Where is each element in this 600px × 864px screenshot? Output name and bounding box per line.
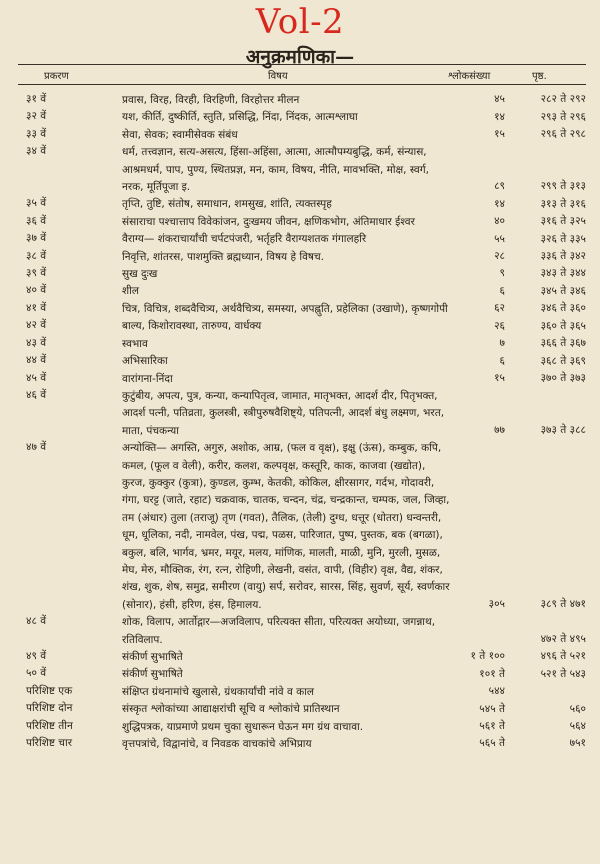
page-range: ३४३ ते ३४४ — [540, 267, 586, 280]
chapter-subject: संकीर्ण सुभाषिते — [122, 651, 183, 663]
page-range: ३३६ ते ३४२ — [540, 250, 586, 263]
chapter-number: ५० वें — [26, 667, 47, 680]
verse-count: ६ — [499, 354, 505, 367]
table-row — [0, 736, 600, 753]
header-top-rule — [18, 64, 586, 65]
chapter-subject: स्वभाव — [122, 337, 148, 350]
chapter-subject: तृप्ति, तुष्टि, संतोष, समाधान, शमसुख, शांति, त्यक्तस्पृह — [122, 198, 332, 211]
table-row — [0, 353, 600, 370]
chapter-number: ४१ वें — [26, 301, 47, 314]
chapter-subject: कुटुंबीय, अपत्य, पुत्र, कन्या, कन्यापितृत्व, जामात, मातृभक्त, आदर्श दीर, पितृभक्त, आदर्श पत्नी, पतिव्रता, कुलस्त्री, स्त्रीपुरुषवैशिष्ट्ये, पतिपत्नी, आदर्श बंधु लक्ष्मण, भरत, माता, पंचकन्या — [122, 389, 445, 437]
verse-count: २६ — [494, 319, 505, 332]
chapter-number: ३४ वें — [26, 145, 47, 158]
page-range: २९३ ते २९६ — [540, 110, 586, 123]
column-header-vishay: विषय — [268, 71, 288, 82]
table-row — [0, 388, 600, 440]
page-range: ३१३ ते ३१६ — [540, 197, 586, 210]
page-range: २९६ ते २९८ — [540, 128, 586, 141]
table-row — [0, 196, 600, 213]
verse-count: ६ — [499, 284, 505, 297]
table-row — [0, 666, 600, 683]
volume-label: Vol-2 — [255, 2, 345, 42]
table-row — [0, 127, 600, 144]
table-row — [0, 684, 600, 701]
verse-count: १५ — [494, 128, 505, 141]
table-row — [0, 701, 600, 718]
chapter-number: ४२ वें — [26, 319, 47, 332]
page-range: ३७० ते ३७३ — [540, 371, 586, 384]
chapter-subject: बाल्य, किशोरावस्था, तारुण्य, वार्धक्य — [122, 320, 262, 333]
verse-count: ५६५ ते — [479, 737, 505, 750]
chapter-subject: प्रवास, विरह, विरही, विरहिणी, विरहोत्तर मीलन — [122, 94, 300, 106]
index-table — [0, 92, 600, 753]
column-header-prakaran: प्रकरण — [44, 71, 69, 82]
table-row — [0, 249, 600, 266]
chapter-number: परिशिष्ट चार — [26, 737, 72, 750]
page-range: ३१६ ते ३२५ — [540, 215, 586, 228]
chapter-subject: शील — [122, 285, 139, 298]
chapter-subject: धर्म, तत्त्वज्ञान, सत्य-असत्य, हिंसा-अहिंसा, आत्मा, आत्मौपम्यबुद्धि, कर्म, संन्यास, आश्रमधर्म, पाप, पुण्य, स्थितप्रज्ञ, मन, काम, विषय, नीति, मावभक्ति, मोक्ष, स्वर्ग, नरक, मूर्तिपूजा इ. — [122, 146, 430, 194]
page-range: ५६४ — [569, 720, 586, 733]
verse-count: २८ — [494, 250, 505, 263]
chapter-number: ४५ वें — [26, 371, 47, 384]
chapter-number: ३६ वें — [26, 214, 47, 227]
chapter-number: ३३ वें — [26, 127, 47, 140]
verse-count: ७७ — [494, 424, 505, 437]
chapter-subject: अभिसारिका — [122, 355, 168, 368]
verse-count: १५ — [494, 371, 505, 384]
chapter-subject: संकीर्ण सुभाषिते — [122, 668, 183, 681]
table-row — [0, 440, 600, 614]
page-range: ३६६ ते ३६७ — [540, 337, 586, 350]
verse-count: ८९ — [494, 180, 505, 193]
page-range: ३८९ ते ४७१ — [540, 598, 586, 611]
chapter-subject: शोक, विलाप, आर्तोद्गार—अजविलाप, परित्यक्त सीता, परित्यक्त अयोध्या, जगन्नाथ, रतिविलाप. — [122, 616, 436, 646]
chapter-subject: निवृत्ति, शांतरस, पाशमुक्ति ब्रह्मध्यान, विषय हे विषच. — [122, 250, 324, 263]
chapter-number: परिशिष्ट एक — [26, 684, 73, 697]
chapter-subject: वारांगना-निंदा — [122, 372, 173, 385]
verse-count: १ ते १०० — [470, 650, 505, 663]
verse-count: १०१ ते — [479, 667, 505, 680]
chapter-subject: यश, कीर्ति, दुष्कीर्ति, स्तुति, प्रसिद्धि, निंदा, निंदक, आत्मश्लाघा — [122, 111, 358, 124]
table-row — [0, 214, 600, 231]
chapter-number: परिशिष्ट तीन — [26, 719, 73, 732]
page-title: अनुक्रमणिका— — [245, 46, 355, 68]
chapter-subject: संस्कृत श्लोकांच्या आद्याक्षरांची सूचि व श्लोकांचे प्रातिस्थान — [122, 703, 340, 716]
verse-count: १४ — [494, 110, 505, 123]
table-row — [0, 231, 600, 248]
table-row — [0, 266, 600, 283]
table-row — [0, 719, 600, 736]
table-row — [0, 371, 600, 388]
chapter-number: ३७ वें — [26, 232, 47, 245]
verse-count: ५५ — [494, 232, 505, 245]
chapter-subject: वृत्तपत्रांचे, विद्वानांचे, व निवडक वाचकांचे अभिप्राय — [122, 738, 312, 751]
chapter-number: ४८ वें — [26, 615, 47, 628]
column-header-prushtha: पृष्ठ. — [532, 71, 547, 82]
page-range: ७५१ — [569, 737, 586, 750]
chapter-number: ३९ वें — [26, 267, 47, 280]
header-bottom-rule — [18, 84, 586, 85]
chapter-subject: चित्र, विचित्र, शब्दवैचित्र्य, अर्थवैचित्र्य, समस्या, अपह्नुति, प्रहेलिका (उखाणे), कृष्णगोपी — [122, 302, 448, 315]
page-range: २८२ ते २९२ — [540, 93, 586, 106]
column-header-shlok: श्लोकसंख्या — [448, 71, 491, 82]
chapter-number: ३८ वें — [26, 249, 47, 262]
verse-count: ३०५ — [488, 598, 505, 611]
chapter-number: परिशिष्ट दोन — [26, 702, 73, 715]
page-range: ३६० ते ३६५ — [540, 319, 586, 332]
page-range: ३४५ ते ३४६ — [540, 284, 586, 297]
verse-count: १४ — [494, 197, 505, 210]
chapter-subject: संसाराचा पश्चात्ताप विवेकांजन, दुःखमय जीवन, क्षणिकभोग, अंतिमाधार ईश्वर — [122, 215, 415, 228]
chapter-number: ३५ वें — [26, 197, 47, 210]
page-range: ५२१ ते ५४३ — [540, 667, 586, 680]
chapter-number: ३२ वें — [26, 110, 47, 123]
table-row — [0, 109, 600, 126]
chapter-number: ४० वें — [26, 284, 47, 297]
chapter-subject: संक्षिप्त ग्रंथनामांचे खुलासे, ग्रंथकार्यांची नांवे व काल — [122, 685, 315, 698]
table-row — [0, 301, 600, 318]
page-range: ३७३ ते ३८८ — [540, 424, 586, 437]
page-range: ३६८ ते ३६९ — [540, 354, 586, 367]
verse-count: ५४४ — [488, 685, 505, 698]
page-range: ४९६ ते ५२१ — [540, 650, 586, 663]
verse-count: ५६१ ते — [479, 720, 505, 733]
verse-count: ७ — [499, 337, 505, 350]
chapter-number: ४६ वें — [26, 388, 47, 401]
chapter-number: ४४ वें — [26, 354, 47, 367]
chapter-number: ४९ वें — [26, 650, 47, 662]
verse-count: ४० — [494, 215, 505, 228]
verse-count: ९ — [499, 267, 505, 280]
page-range: २९९ ते ३१३ — [540, 180, 586, 193]
chapter-subject: वैराग्य— शंकराचार्यांची चर्पटपंजरी, भर्तृहरि वैराग्यशतक गंगालहरि — [122, 233, 367, 246]
page-range: ३४६ ते ३६० — [540, 302, 586, 315]
table-row — [0, 92, 600, 109]
table-row — [0, 318, 600, 335]
chapter-number: ४७ वें — [26, 441, 47, 454]
verse-count: ५४५ ते — [479, 702, 505, 715]
chapter-subject: सुख दुःख — [122, 268, 158, 281]
chapter-subject: अन्योक्ति— अगस्ति, अगुरु, अशोक, आम्र, (फल व वृक्ष), इक्षु (ऊंस), कम्बुक, कपि, कमल, (फूल व वेली), करीर, कलश, कल्पवृक्ष, कस्तूरि, काक, काजवा (खद्योत), कुरज, कुक्कुर (कुत्रा), कुण्डल, कुम्भ, केतकी, कोकिल, क्षीरसागर, गर्दभ, गोदावरी, गंगा, घरट्ट (जाते, रहाट) चक्रवाक, चातक, चन्दन, चंद्र, चन्द्रकान्त, चम्पक, जल, जिव्हा, तम (अंधार) तुला (तराजू) तृण (गवत), तैलिक, (तेली) दुग्ध, धत्तूर (धोतरा) धन्वन्तरी, धूम, धूलिका, नदी, नामवेल, पंख, पद्म, पळस, पारिजात, पुष्प, पुस्तक, बक (बगळा), बकुल, बलि, भार्गव, भ्रमर, मयूर, मलय, मांणिक, मालती, माळी, मुनि, मुरली, मुसळ, मेघ, मेरु, मौक्तिक, रंग, रत्न, रोहिणी, लेखनी, वसंत, वापी, (विहीर) वृक्ष, वैद्य, शंकर, शंख, शुक, शेष, समुद्र, समीरण (वायु) सर्प, सरोवर, सारस, सिंह, सुवर्ण, सूर्य, स्वर्णकार (सोनार), हंसी, हरिण, हंस, हिमालय. — [122, 442, 450, 611]
chapter-number: ३१ वें — [26, 93, 47, 105]
page-range: ३२६ ते ३३५ — [540, 232, 586, 245]
chapter-number: ४३ वें — [26, 336, 47, 349]
verse-count: ४५ — [494, 93, 505, 106]
table-row — [0, 283, 600, 300]
verse-count: ६२ — [494, 302, 505, 315]
chapter-subject: शुद्धिपत्रक, याप्रमाणे प्रथम चुका सुधारून घेऊन मग ग्रंथ वाचावा. — [122, 720, 364, 733]
chapter-subject: सेवा, सेवक; स्वामीसेवक संबंध — [122, 128, 238, 141]
table-row — [0, 336, 600, 353]
table-row — [0, 614, 600, 649]
table-row — [0, 144, 600, 196]
page-range: ५६० — [569, 702, 586, 715]
page-range: ४७२ ते ४९५ — [540, 633, 586, 645]
table-row — [0, 649, 600, 666]
